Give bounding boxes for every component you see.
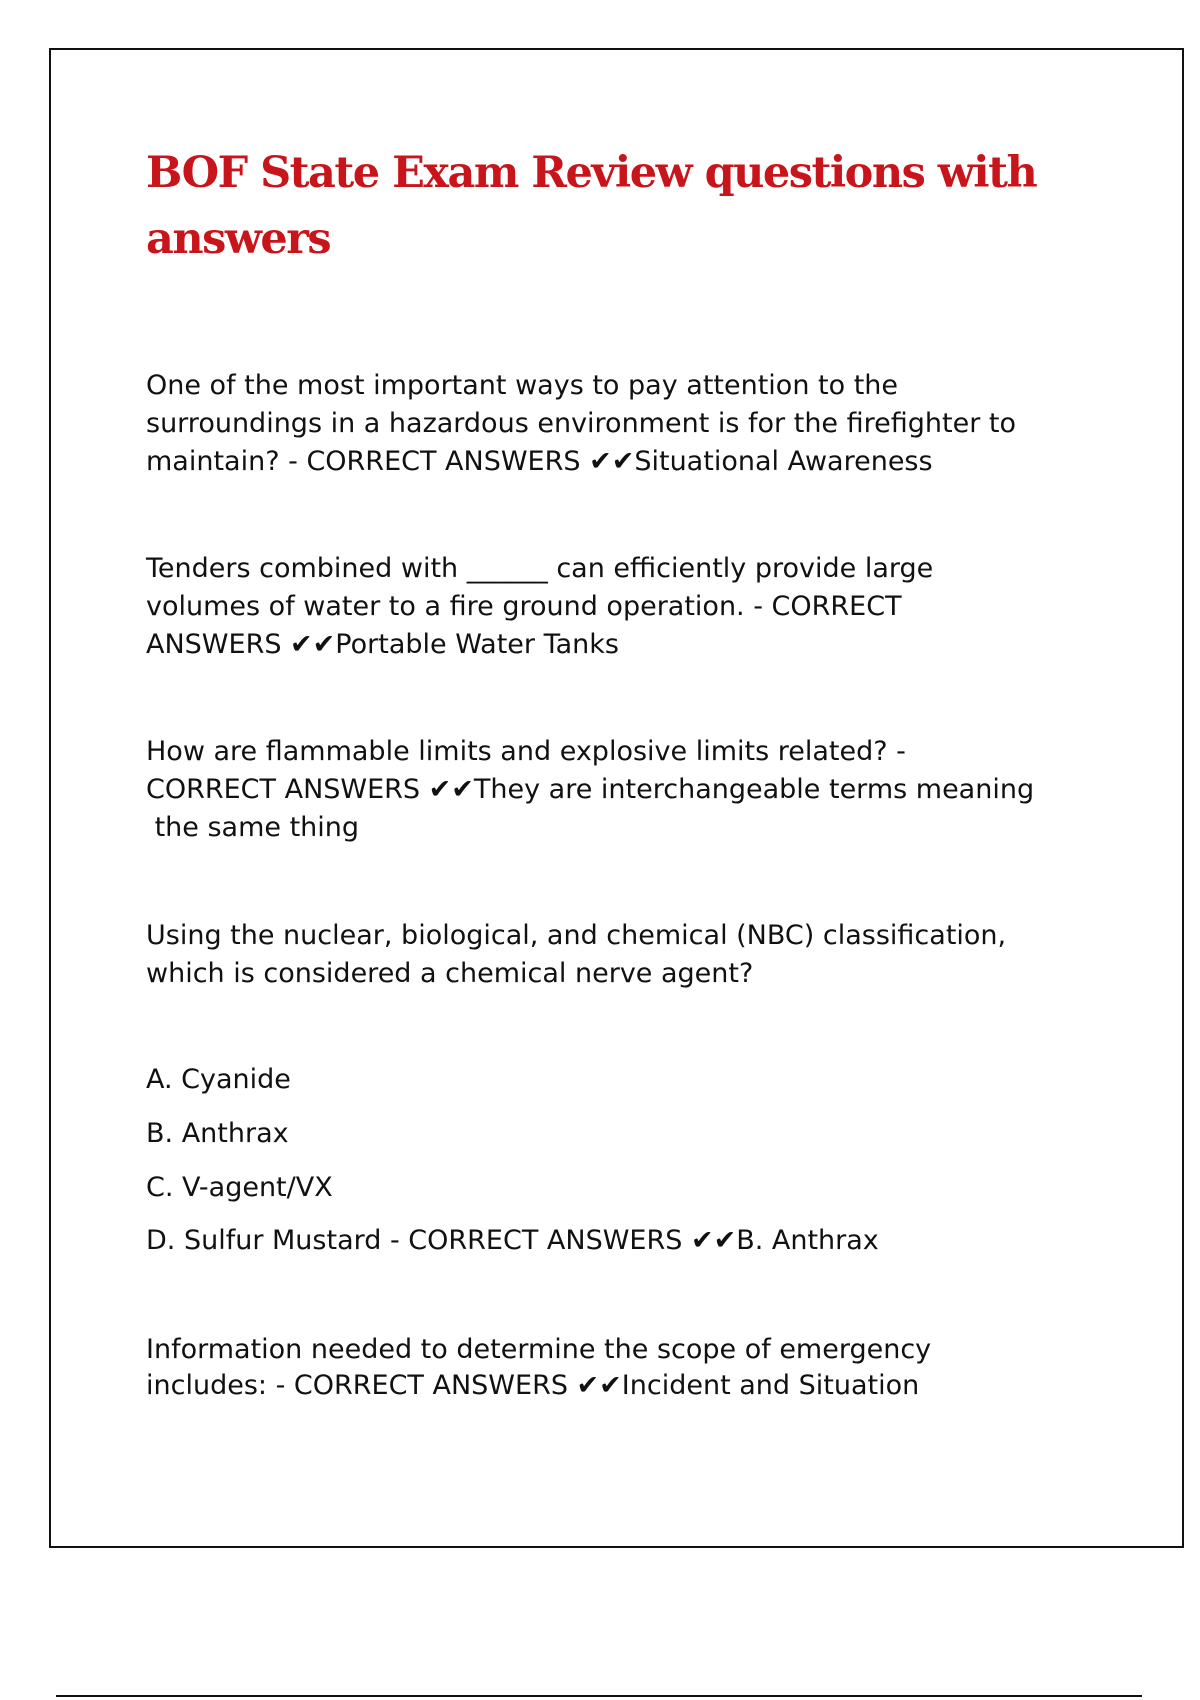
document-title: [146, 140, 1046, 272]
question-line: One of the most important ways to pay attention to the: [146, 370, 899, 401]
question-line: which is considered a chemical nerve agent?: [146, 958, 754, 989]
answer-option-a: A. Cyanide: [146, 1064, 291, 1095]
question-line: surroundings in a hazardous environment is for the firefighter to: [146, 408, 1016, 439]
document-title-line: answers: [146, 214, 331, 264]
question-line: includes: - CORRECT ANSWERS ✔✔Incident and Situation: [146, 1370, 920, 1401]
question-line: Information needed to determine the scope of emergency: [146, 1334, 932, 1365]
question-line: maintain? - CORRECT ANSWERS ✔✔Situational Awareness: [146, 446, 933, 477]
answer-option-d: D. Sulfur Mustard - CORRECT ANSWERS ✔✔B. Anthrax: [146, 1225, 879, 1256]
question-line: volumes of water to a fire ground operation. - CORRECT: [146, 591, 902, 622]
question-4: [146, 917, 1106, 993]
question-1: [146, 367, 1106, 481]
document-title-line: BOF State Exam Review questions with: [146, 148, 1037, 198]
question-line: How are flammable limits and explosive limits related? -: [146, 736, 906, 767]
question-2: [146, 550, 1106, 664]
footer-divider: [56, 1695, 1142, 1697]
answer-option-b: B. Anthrax: [146, 1118, 289, 1149]
question-line: Tenders combined with ______ can efficiently provide large: [146, 553, 934, 584]
question-3: [146, 733, 1106, 847]
question-line: ANSWERS ✔✔Portable Water Tanks: [146, 629, 619, 660]
question-line: Using the nuclear, biological, and chemical (NBC) classification,: [146, 920, 1007, 951]
answer-option-c: C. V-agent/VX: [146, 1172, 333, 1203]
question-line: the same thing: [146, 812, 360, 843]
question-5: [146, 1332, 1106, 1404]
question-line: CORRECT ANSWERS ✔✔They are interchangeable terms meaning: [146, 774, 1035, 805]
